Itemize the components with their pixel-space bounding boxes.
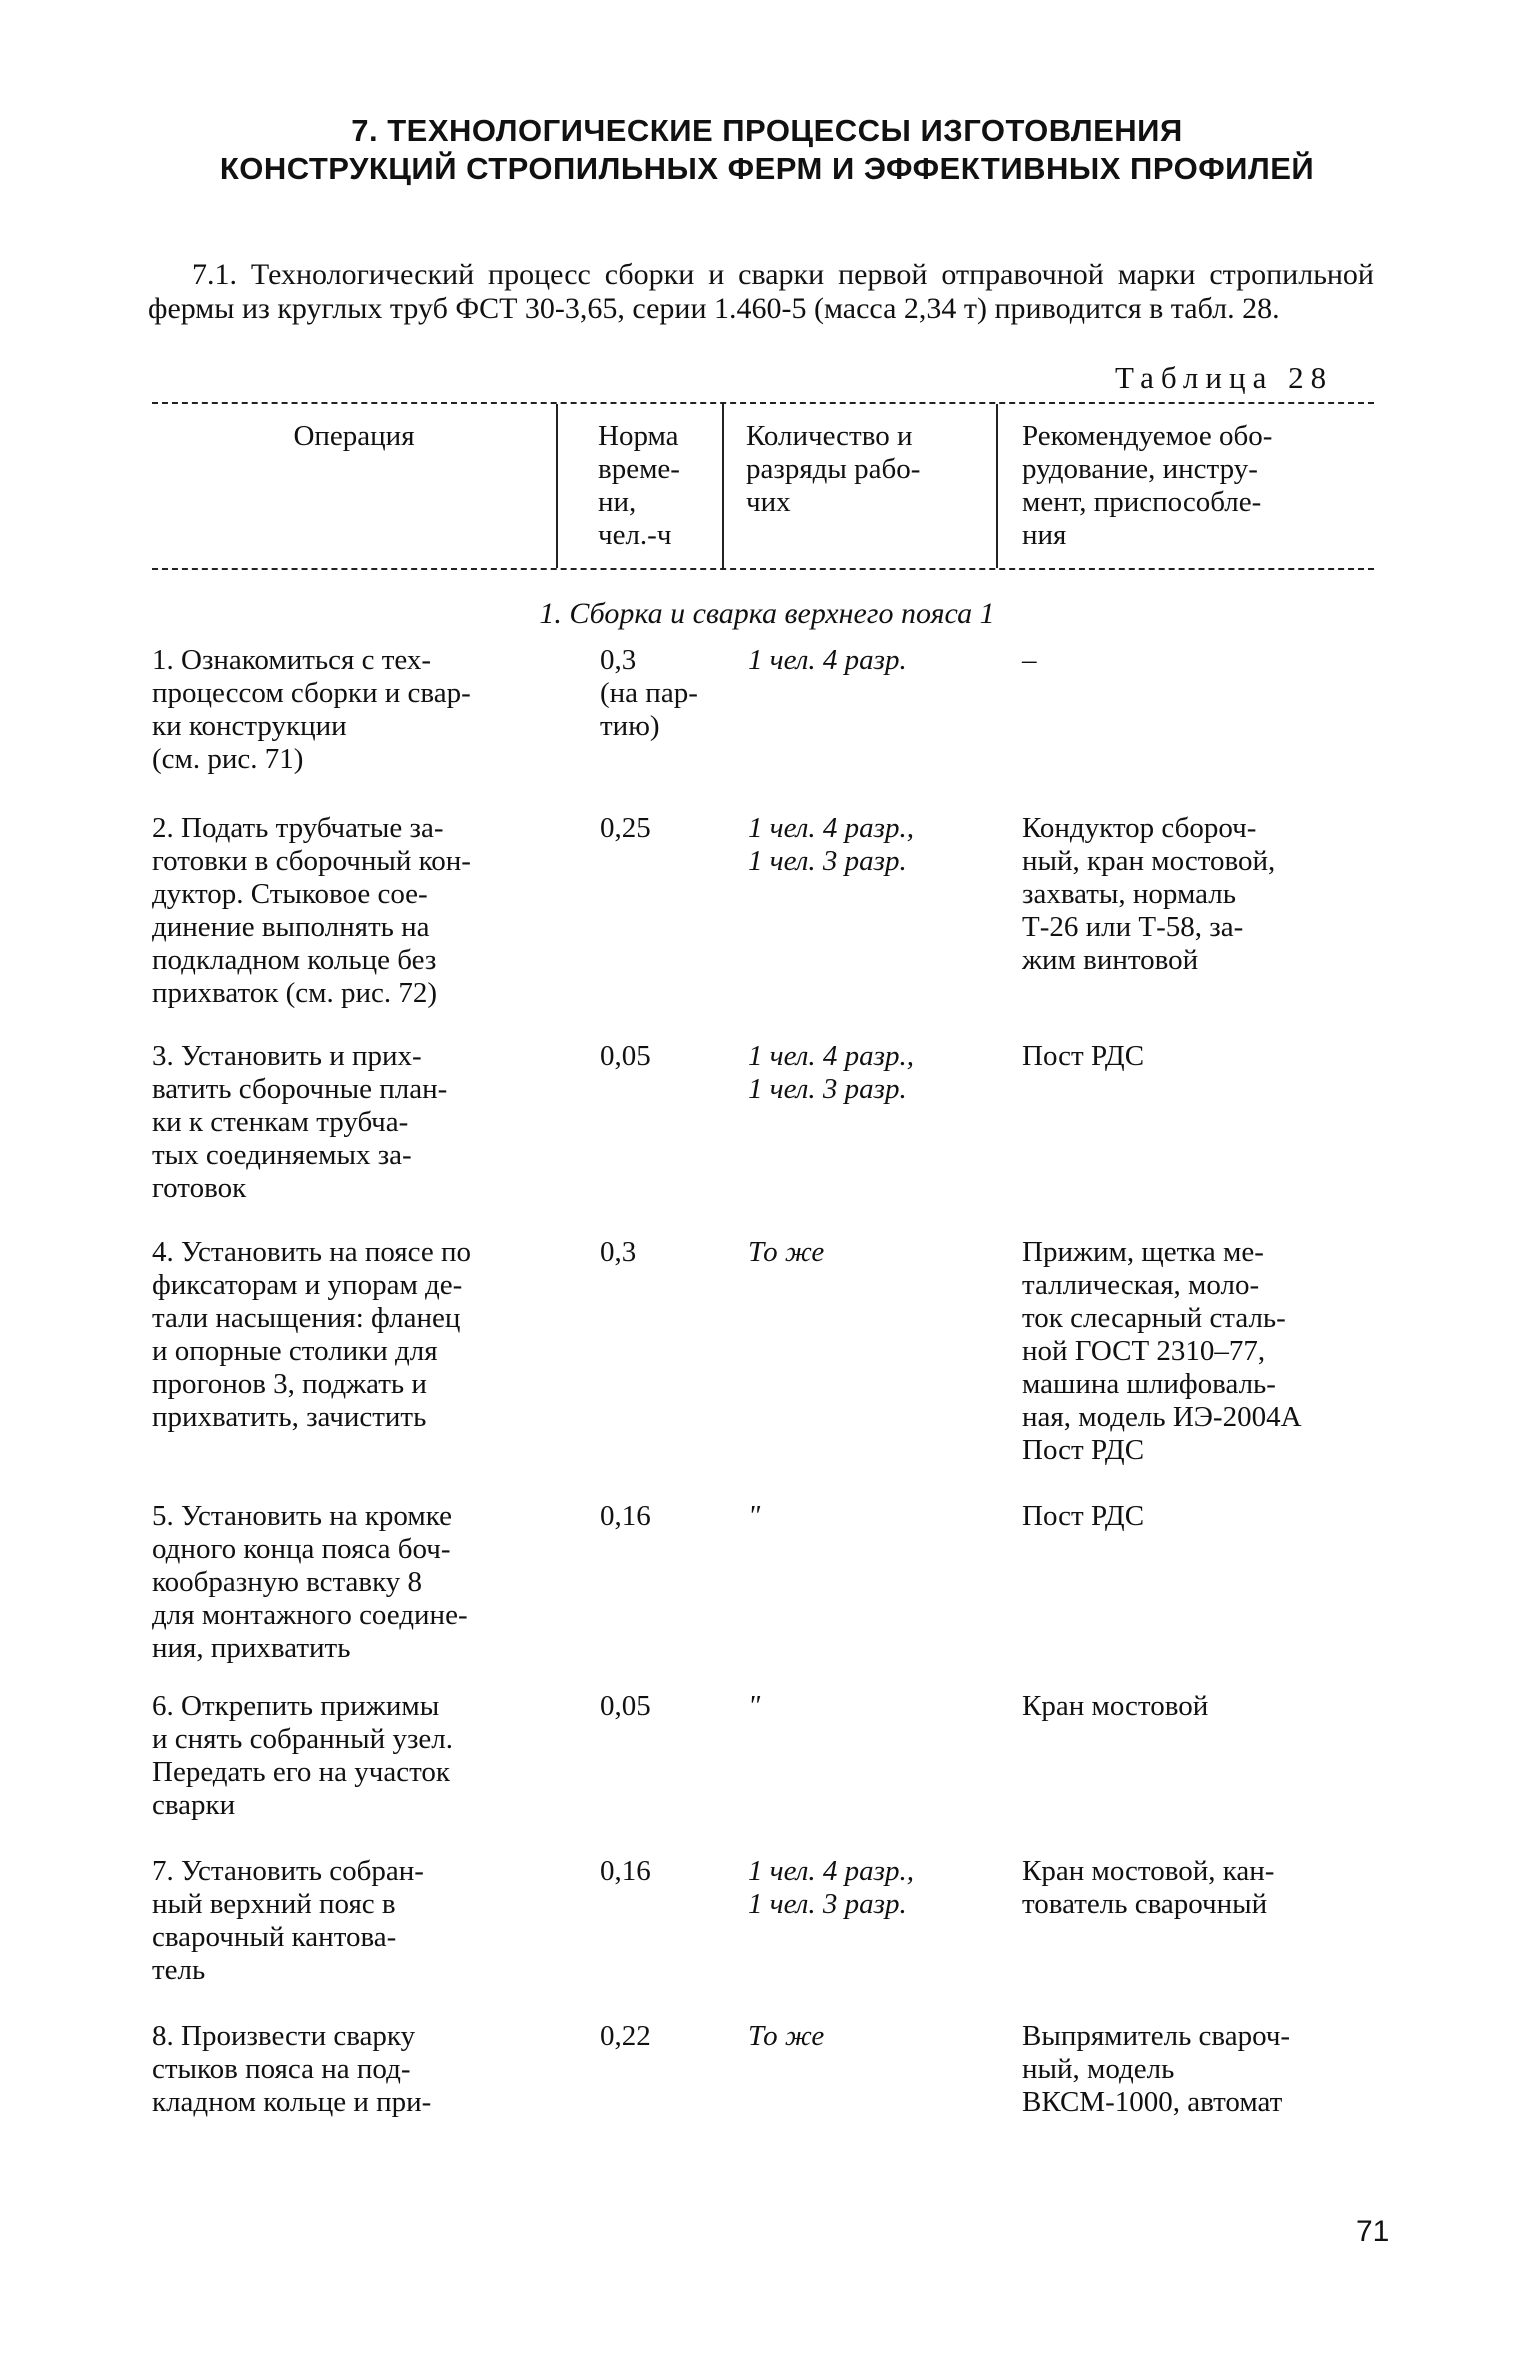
text-line: 1 чел. 3 разр. <box>748 1888 907 1920</box>
text-line: 6. Открепить прижимы <box>152 1690 440 1722</box>
text-line: таллическая, моло- <box>1022 1269 1260 1301</box>
equipment-cell <box>1022 2020 1382 2119</box>
text-line: ки конструкции <box>152 710 347 742</box>
norm-cell <box>600 1855 730 1888</box>
text-line: тию) <box>600 710 660 742</box>
text-line: Пост РДС <box>1022 1500 1145 1532</box>
chapter-heading-line1: 7. ТЕХНОЛОГИЧЕСКИЕ ПРОЦЕССЫ ИЗГОТОВЛЕНИЯ <box>351 113 1183 148</box>
text-line: 0,25 <box>600 812 651 844</box>
norm-cell <box>600 644 730 743</box>
table-top-rule <box>152 402 1374 404</box>
norm-cell <box>600 1236 730 1269</box>
text-line: готовки в сборочный кон- <box>152 845 471 877</box>
text-line: 5. Установить на кромке <box>152 1500 452 1532</box>
text-line: То же <box>748 1236 825 1268</box>
text-line: Т-26 или Т-58, за- <box>1022 911 1244 943</box>
text-line: 1 чел. 4 разр., <box>748 1040 914 1072</box>
chapter-heading-line2: КОНСТРУКЦИЙ СТРОПИЛЬНЫХ ФЕРМ И ЭФФЕКТИВНЫХ ПРОФИЛЕЙ <box>219 151 1315 186</box>
header-norm-line: ни, <box>598 486 637 518</box>
workers-cell <box>748 1500 1008 1533</box>
header-divider-2 <box>722 404 724 568</box>
text-line: готовок <box>152 1172 247 1204</box>
text-line: Прижим, щетка ме- <box>1022 1236 1264 1268</box>
operation-cell <box>152 2020 552 2119</box>
text-line: 0,05 <box>600 1690 651 1722</box>
text-line: 0,16 <box>600 1500 651 1532</box>
text-line: (на пар- <box>600 677 698 709</box>
header-norm-line: време- <box>598 453 680 485</box>
text-line: жим винтовой <box>1022 944 1199 976</box>
text-line: 1 чел. 4 разр., <box>748 812 914 844</box>
operation-cell <box>152 1690 552 1822</box>
text-line: и опорные столики для <box>152 1335 438 1367</box>
operation-cell <box>152 1040 552 1205</box>
text-line: Передать его на участок <box>152 1756 450 1788</box>
text-line: одного конца пояса боч- <box>152 1533 451 1565</box>
text-line: 1. Ознакомиться с тех- <box>152 644 432 676</box>
text-line: ная, модель ИЭ-2004А <box>1022 1401 1302 1433</box>
workers-cell <box>748 812 1008 878</box>
text-line: 0,16 <box>600 1855 651 1887</box>
text-line: ватить сборочные план- <box>152 1073 448 1105</box>
header-norm <box>598 420 722 552</box>
text-line: (см. рис. 71) <box>152 743 304 775</box>
norm-cell <box>600 812 730 845</box>
norm-cell <box>600 1500 730 1533</box>
equipment-cell <box>1022 644 1382 677</box>
text-line: тель <box>152 1954 206 1986</box>
text-line: ный верхний пояс в <box>152 1888 396 1920</box>
text-line: 0,05 <box>600 1040 651 1072</box>
table-header-bottom-rule <box>152 568 1374 570</box>
text-line: ток слесарный сталь- <box>1022 1302 1286 1334</box>
text-line: прихватить, зачистить <box>152 1401 427 1433</box>
text-line: 1 чел. 3 разр. <box>748 845 907 877</box>
text-line: тых соединяемых за- <box>152 1139 412 1171</box>
operation-cell <box>152 1500 552 1665</box>
text-line: 2. Подать трубчатые за- <box>152 812 444 844</box>
header-workers-line: разряды рабо- <box>746 453 921 485</box>
text-line: 4. Установить на поясе по <box>152 1236 472 1268</box>
text-line: – <box>1022 644 1037 676</box>
table-label: Таблица 28 <box>1115 360 1334 395</box>
text-line: процессом сборки и свар- <box>152 677 471 709</box>
text-line: фиксаторам и упорам де- <box>152 1269 463 1301</box>
text-line: прихваток (см. рис. 72) <box>152 977 438 1009</box>
text-line: 8. Произвести сварку <box>152 2020 416 2052</box>
text-line: 0,3 <box>600 644 637 676</box>
workers-cell <box>748 2020 1008 2053</box>
norm-cell <box>600 1690 730 1723</box>
text-line: " <box>748 1500 761 1532</box>
header-equipment-line: Рекомендуемое обо- <box>1022 420 1273 452</box>
text-line: Кран мостовой, кан- <box>1022 1855 1275 1887</box>
text-line: Кондуктор сбороч- <box>1022 812 1257 844</box>
text-line: 3. Установить и прих- <box>152 1040 422 1072</box>
header-workers-line: Количество и <box>746 420 913 452</box>
equipment-cell <box>1022 1855 1382 1921</box>
workers-cell <box>748 1236 1008 1269</box>
text-line: и снять собранный узел. <box>152 1723 453 1755</box>
text-line: кладном кольце и при- <box>152 2086 432 2118</box>
text-line: " <box>748 1690 761 1722</box>
text-line: ВКСМ-1000, автомат <box>1022 2086 1283 2118</box>
equipment-cell <box>1022 1236 1382 1467</box>
text-line: динение выполнять на <box>152 911 430 943</box>
text-line: ния, прихватить <box>152 1632 351 1664</box>
intro-paragraph <box>148 258 1374 326</box>
text-line: кообразную вставку 8 <box>152 1566 423 1598</box>
header-divider-1 <box>556 404 558 568</box>
header-equipment-line: рудование, инстру- <box>1022 453 1258 485</box>
workers-cell <box>748 644 1008 677</box>
equipment-cell <box>1022 1040 1382 1073</box>
page-number: 71 <box>1356 2215 1390 2248</box>
equipment-cell <box>1022 812 1382 977</box>
operation-cell <box>152 1855 552 1987</box>
header-operation: Операция <box>293 420 415 452</box>
text-line: стыков пояса на под- <box>152 2053 411 2085</box>
text-line: ный, модель <box>1022 2053 1175 2085</box>
text-line: То же <box>748 2020 825 2052</box>
text-line: ки к стенкам трубча- <box>152 1106 409 1138</box>
header-equipment-line: ния <box>1022 519 1067 551</box>
norm-cell <box>600 2020 730 2053</box>
text-line: 0,22 <box>600 2020 651 2052</box>
workers-cell <box>748 1855 1008 1921</box>
text-line: Выпрямитель свароч- <box>1022 2020 1291 2052</box>
header-norm-line: Норма <box>598 420 679 452</box>
text-line: подкладном кольце без <box>152 944 437 976</box>
text-line: Кран мостовой <box>1022 1690 1209 1722</box>
equipment-cell <box>1022 1500 1382 1533</box>
workers-cell <box>748 1040 1008 1106</box>
equipment-cell <box>1022 1690 1382 1723</box>
text-line: 1 чел. 4 разр. <box>748 644 907 676</box>
chapter-heading <box>0 112 1534 188</box>
text-line: Пост РДС <box>1022 1434 1145 1466</box>
text-line: машина шлифоваль- <box>1022 1368 1276 1400</box>
text-line: 1 чел. 3 разр. <box>748 1073 907 1105</box>
operation-cell <box>152 1236 552 1434</box>
text-line: 1 чел. 4 разр., <box>748 1855 914 1887</box>
operation-cell <box>152 812 552 1010</box>
header-divider-3 <box>996 404 998 568</box>
header-equipment-line: мент, приспособле- <box>1022 486 1262 518</box>
intro-text: 7.1. Технологический процесс сборки и сварки первой отправочной марки стропильной фермы из круглых труб ФСТ 30-3,65, серии 1.460-5 (масса 2,34 т) приводится в табл. 28. <box>148 258 1374 325</box>
text-line: 7. Установить собран- <box>152 1855 424 1887</box>
header-equipment <box>1022 420 1374 552</box>
header-workers <box>746 420 996 519</box>
text-line: для монтажного соедине- <box>152 1599 468 1631</box>
text-line: Пост РДС <box>1022 1040 1145 1072</box>
text-line: 0,3 <box>600 1236 637 1268</box>
workers-cell <box>748 1690 1008 1723</box>
text-line: тователь сварочный <box>1022 1888 1268 1920</box>
text-line: ный, кран мостовой, <box>1022 845 1276 877</box>
section-title: 1. Сборка и сварка верхнего пояса 1 <box>539 597 995 630</box>
header-workers-line: чих <box>746 486 791 518</box>
text-line: дуктор. Стыковое сое- <box>152 878 428 910</box>
operation-cell <box>152 644 552 776</box>
text-line: тали насыщения: фланец <box>152 1302 461 1334</box>
header-norm-line: чел.-ч <box>598 519 672 551</box>
norm-cell <box>600 1040 730 1073</box>
text-line: сварки <box>152 1789 236 1821</box>
text-line: ной ГОСТ 2310–77, <box>1022 1335 1266 1367</box>
text-line: захваты, нормаль <box>1022 878 1236 910</box>
text-line: сварочный кантова- <box>152 1921 397 1953</box>
text-line: прогонов 3, поджать и <box>152 1368 427 1400</box>
